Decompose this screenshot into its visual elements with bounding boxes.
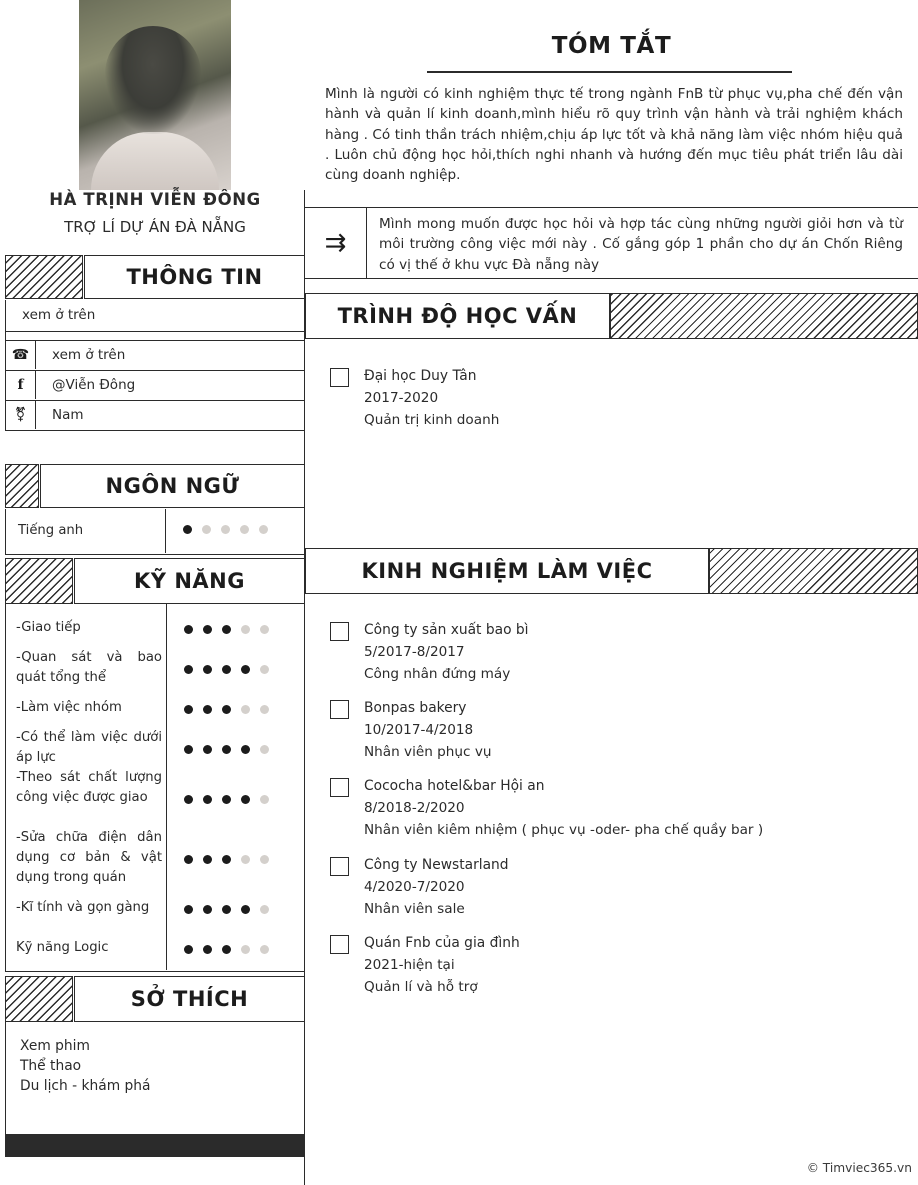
info-address-value: xem ở trên: [22, 307, 96, 323]
skill-rating: [184, 745, 269, 754]
skill-label: -Giao tiếp: [16, 620, 81, 635]
experience-period: 2021-hiện tại: [364, 957, 455, 973]
experience-period: 10/2017-4/2018: [364, 722, 474, 738]
section-label-experience: KINH NGHIỆM LÀM VIỆC: [305, 548, 709, 594]
section-header-language: [40, 464, 305, 508]
footer-bar: [5, 1135, 305, 1157]
career-goal-block: [305, 207, 918, 279]
gender-icon: ⚧: [6, 401, 36, 429]
experience-position: Công nhân đứng máy: [364, 666, 511, 682]
info-row-facebook: [5, 371, 305, 401]
education-major: Quản trị kinh doanh: [364, 412, 500, 428]
experience-company: Công ty sản xuất bao bì: [364, 622, 529, 638]
experience-company: Công ty Newstarland: [364, 857, 509, 873]
hatch-block-hobbies: [5, 976, 73, 1022]
hatch-block-skills: [5, 558, 73, 604]
skill-label: -Quan sát và bao quát tổng thể: [16, 650, 162, 685]
skill-label: -Sửa chữa điện dân dụng cơ bản & vật dụng trong quán: [16, 830, 162, 885]
skill-label: -Theo sát chất lượng công việc được giao: [16, 770, 162, 805]
info-row-gender: [5, 401, 305, 431]
experience-company: Quán Fnb của gia đình: [364, 935, 520, 951]
skill-rating: [184, 795, 269, 804]
skill-label: Kỹ năng Logic: [16, 940, 109, 955]
experience-checkbox[interactable]: [330, 778, 349, 797]
portrait-photo: [79, 0, 231, 190]
section-title-skills: KỸ NĂNG: [134, 569, 245, 593]
experience-entry: [330, 932, 890, 998]
footer-credit: © Timviec365.vn: [806, 1161, 912, 1175]
skill-rating: [184, 945, 269, 954]
experience-position: Quản lí và hỗ trợ: [364, 979, 478, 995]
education-checkbox[interactable]: [330, 368, 349, 387]
skills-divider: [166, 604, 167, 970]
skills-box: [5, 604, 305, 972]
experience-period: 5/2017-8/2017: [364, 644, 465, 660]
summary-divider: [427, 71, 792, 73]
right-column: [305, 0, 918, 1185]
phone-icon: ☎: [6, 341, 36, 369]
info-phone-value: xem ở trên: [52, 347, 126, 363]
section-label-education: TRÌNH ĐỘ HỌC VẤN: [305, 293, 610, 339]
hatch-block-education: [610, 293, 918, 339]
skill-label: -Kĩ tính và gọn gàng: [16, 900, 150, 915]
language-label: Tiếng anh: [18, 523, 84, 538]
experience-checkbox[interactable]: [330, 857, 349, 876]
experience-period: 8/2018-2/2020: [364, 800, 465, 816]
info-row-phone: [5, 341, 305, 371]
job-title: TRỢ LÍ DỰ ÁN ĐÀ NẴNG: [64, 218, 246, 236]
summary-text: Mình là người có kinh nghiệm thực tế trong ngành FnB từ phục vụ,pha chế đến vận hành và quản lí kinh doanh,mình hiểu rõ quy trình vận hành và trải nghiệm khách hàng . Có tinh thần trách nhiệm,chịu áp lực tốt và khả năng làm việc nhóm hiệu quả . Luôn chủ động học hỏi,thích nghi nhanh và hướng đến mục tiêu phát triển lâu dài cùng doanh nghiệp.: [325, 86, 903, 184]
experience-entry: [330, 697, 890, 763]
experience-entry: [330, 854, 890, 920]
education-school: Đại học Duy Tân: [364, 368, 477, 384]
hatch-block-language: [5, 464, 39, 508]
experience-checkbox[interactable]: [330, 935, 349, 954]
section-title-hobbies: SỞ THÍCH: [130, 987, 249, 1011]
experience-entry: [330, 775, 890, 841]
section-header-experience: [305, 548, 918, 594]
experience-checkbox[interactable]: [330, 622, 349, 641]
education-period: 2017-2020: [364, 390, 439, 406]
experience-checkbox[interactable]: [330, 700, 349, 719]
hatch-block-experience: [709, 548, 918, 594]
section-title-info: THÔNG TIN: [126, 265, 263, 289]
hobby-item: Du lịch - khám phá: [20, 1078, 151, 1094]
skill-rating: [184, 905, 269, 914]
page-title: HÀ TRỊNH VIỄN ĐÔNG: [49, 190, 261, 209]
experience-entry: [330, 619, 890, 685]
experience-position: Nhân viên sale: [364, 901, 465, 917]
section-title-summary: TÓM TẮT: [551, 33, 672, 59]
skill-rating: [184, 855, 269, 864]
section-title-language: NGÔN NGỮ: [105, 474, 240, 498]
experience-position: Nhân viên phục vụ: [364, 744, 492, 760]
section-header-skills: [74, 558, 305, 604]
language-rating: [183, 525, 268, 534]
left-column: [5, 0, 305, 1185]
skill-rating: [184, 665, 269, 674]
hobbies-box: [5, 1022, 305, 1135]
section-header-info: [84, 255, 305, 299]
skill-rating: [184, 705, 269, 714]
experience-position: Nhân viên kiêm nhiệm ( phục vụ -oder- pha chế quầy bar ): [364, 822, 764, 838]
education-entry: [330, 365, 890, 431]
facebook-icon: f: [6, 371, 36, 399]
experience-period: 4/2020-7/2020: [364, 879, 465, 895]
hatch-divider-info: [5, 332, 305, 341]
experience-company: Bonpas bakery: [364, 700, 467, 716]
experience-company: Cococha hotel&bar Hội an: [364, 778, 545, 794]
info-facebook-value: @Viễn Đông: [52, 377, 136, 393]
avatar: [5, 0, 305, 190]
skill-label: -Làm việc nhóm: [16, 700, 122, 715]
info-row-address: [5, 300, 305, 332]
skill-rating: [184, 625, 269, 634]
hatch-block-info: [5, 255, 83, 299]
language-row: [5, 509, 305, 555]
info-gender-value: Nam: [52, 407, 84, 423]
skill-label: -Có thể làm việc dưới áp lực: [16, 730, 162, 765]
arrow-forward-icon: ⇉: [305, 208, 367, 278]
section-header-education: [305, 293, 918, 339]
career-goal-text: Mình mong muốn được học hỏi và hợp tác cùng những người giỏi hơn và từ môi trường công việc mới này . Cố gắng góp 1 phần cho dự án Chốn Riêng có vị thế ở khu vực Đà nẵng này: [379, 216, 903, 273]
section-header-hobbies: [74, 976, 305, 1022]
hobby-item: Xem phim: [20, 1038, 90, 1054]
hobby-item: Thể thao: [20, 1058, 82, 1074]
